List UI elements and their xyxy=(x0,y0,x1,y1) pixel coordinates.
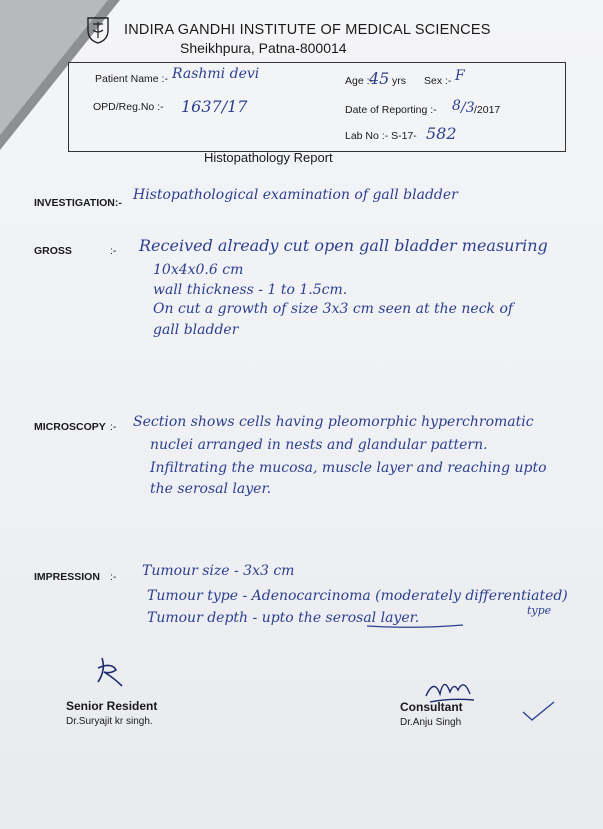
age-value: 45 xyxy=(369,69,390,88)
lab-value: 582 xyxy=(426,124,457,143)
senior-resident-name: Dr.Suryajit kr singh. xyxy=(66,716,153,727)
senior-resident-title: Senior Resident xyxy=(66,699,158,713)
checkmark-icon xyxy=(520,700,556,724)
age-label: Age :- xyxy=(345,75,374,87)
impression-separator: :- xyxy=(110,571,117,583)
microscopy-line: Infiltrating the mucosa, muscle layer and reaching upto xyxy=(150,460,547,476)
gross-line: wall thickness - 1 to 1.5cm. xyxy=(153,282,348,298)
institute-name: INDIRA GANDHI INSTITUTE OF MEDICAL SCIENCES xyxy=(124,22,491,38)
consultant-title: Consultant xyxy=(400,700,463,714)
microscopy-label: MICROSCOPY xyxy=(34,421,106,433)
microscopy-separator: :- xyxy=(110,421,117,433)
date-month: /3 xyxy=(461,100,475,116)
gross-label: GROSS xyxy=(34,245,72,257)
investigation-label: INVESTIGATION:- xyxy=(34,197,122,209)
impression-label: IMPRESSION xyxy=(34,571,100,583)
impression-annotation: type xyxy=(527,604,552,617)
microscopy-line: the serosal layer. xyxy=(150,481,272,497)
gross-line: Received already cut open gall bladder measuring xyxy=(139,236,548,255)
sex-value: F xyxy=(455,68,465,84)
date-year: /2017 xyxy=(474,104,501,116)
lab-label: Lab No :- S-17- xyxy=(345,130,417,142)
gross-line: gall bladder xyxy=(153,322,239,338)
institute-logo-icon xyxy=(86,16,110,44)
resident-signature-icon xyxy=(92,654,128,690)
date-label: Date of Reporting :- xyxy=(345,104,437,116)
consultant-name: Dr.Anju Singh xyxy=(400,717,462,728)
patient-name-value: Rashmi devi xyxy=(172,66,260,82)
opd-label: OPD/Reg.No :- xyxy=(93,101,164,113)
investigation-text: Histopathological examination of gall bladder xyxy=(133,187,458,203)
microscopy-line: nuclei arranged in nests and glandular pattern. xyxy=(150,437,488,453)
opd-value: 1637/17 xyxy=(181,97,248,116)
impression-line: Tumour depth - upto the serosal layer. xyxy=(147,610,420,626)
report-title: Histopathology Report xyxy=(204,150,333,165)
impression-underline xyxy=(365,622,465,630)
date-day: 8 xyxy=(452,98,461,114)
microscopy-line: Section shows cells having pleomorphic hyperchromatic xyxy=(133,414,534,430)
age-unit: yrs xyxy=(392,75,406,87)
institute-address: Sheikhpura, Patna-800014 xyxy=(180,40,347,56)
patient-name-label: Patient Name :- xyxy=(95,73,168,85)
gross-line: On cut a growth of size 3x3 cm seen at the neck of xyxy=(153,301,514,317)
impression-line: Tumour size - 3x3 cm xyxy=(142,563,295,579)
impression-line: Tumour type - Adenocarcinoma (moderately differentiated) xyxy=(147,588,568,604)
gross-line: 10x4x0.6 cm xyxy=(153,262,244,278)
sex-label: Sex :- xyxy=(424,75,452,87)
gross-separator: :- xyxy=(110,245,117,257)
